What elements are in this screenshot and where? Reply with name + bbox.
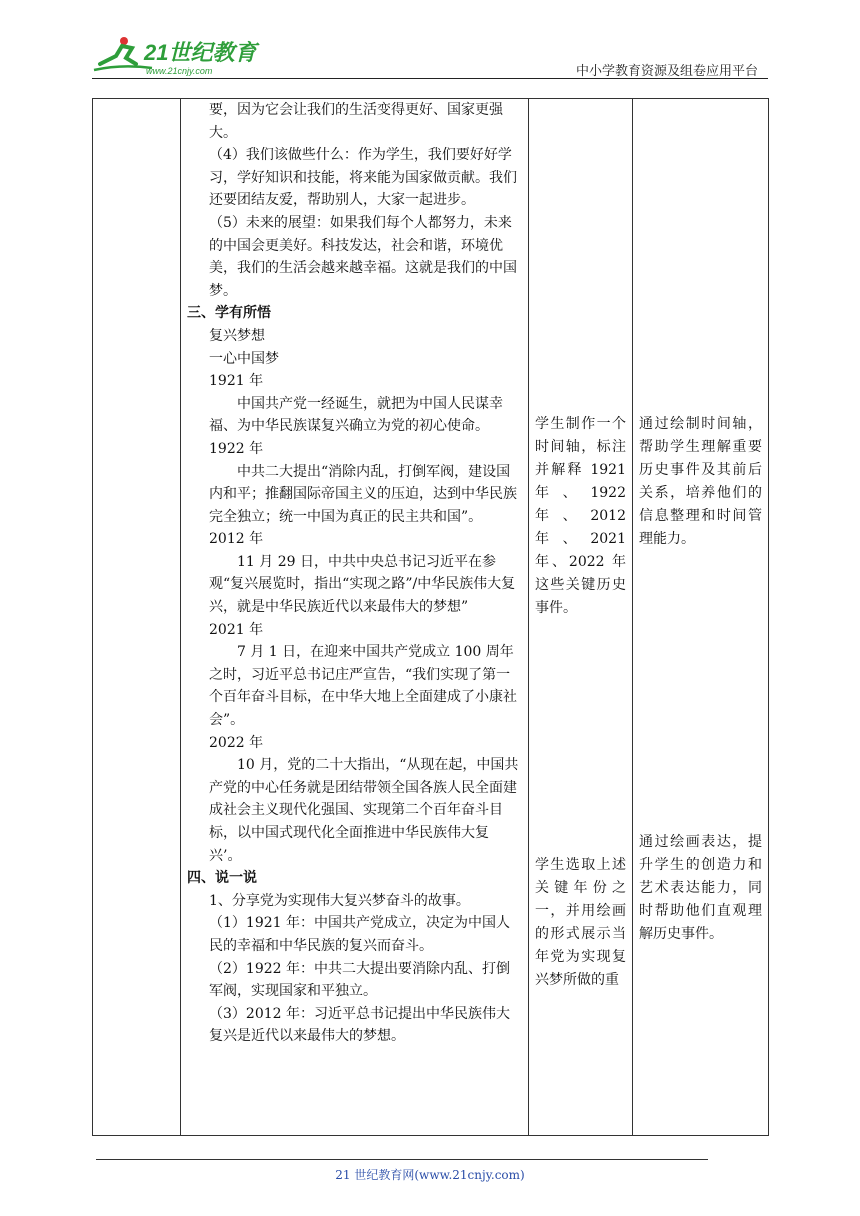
header-rule (92, 78, 768, 79)
footer-rule (96, 1159, 708, 1160)
page-header (92, 30, 768, 78)
design-purpose-text: 通过绘画表达，提升学生的创造力和艺术表达能力，同时帮助他们直观理解历史事件。 (639, 834, 762, 942)
student-activity-cell (529, 99, 633, 1136)
year-label: 2022 年 (209, 734, 264, 751)
year-text: 7 月 1 日，在迎来中国共产党成立 100 周年之时，习近平总书记庄严宣告，“我们实现了第一个百年奋斗目标，在中华大地上全面建成了小康社会”。 (209, 644, 517, 729)
content-text: （5）未来的展望：如果我们每个人都努力，未来的中国会更美好。科技发达，社会和谐，环境优美，我们的生活会越来越幸福。这就是我们的中国梦。 (209, 214, 517, 299)
year-text: 中共二大提出“消除内乱，打倒军阀，建设国内和平；推翻国际帝国主义的压迫，达到中华民族完全独立；统一中国为真正的民主共和国”。 (209, 463, 517, 525)
subheading: 复兴梦想 (209, 327, 265, 344)
footer-text: 21 世纪教育网(www.21cnjy.com) (335, 1168, 525, 1182)
lesson-table (92, 98, 769, 1136)
subheading: 一心中国梦 (209, 350, 279, 367)
year-text: 中国共产党一经诞生，就把为中国人民谋幸福、为中华民族谋复兴确立为党的初心使命。 (209, 395, 503, 435)
year-label: 2021 年 (209, 621, 264, 638)
design-purpose-text: 通过绘制时间轴，帮助学生理解重要历史事件及其前后关系，培养他们的信息整理和时间管理能力。 (639, 416, 762, 547)
content-text: （4）我们该做些什么：作为学生，我们要好好学习，学好知识和技能，将来能为国家做贡献。我们还要团结友爱，帮助别人，大家一起进步。 (209, 147, 517, 209)
site-logo (92, 34, 262, 78)
svg-text:21世纪教育: 21世纪教育 (144, 40, 257, 65)
example-text: （1）1921 年：中国共产党成立，决定为中国人民的幸福和中华民族的复兴而奋斗。 (209, 915, 510, 954)
platform-title: 中小学教育资源及组卷应用平台 (575, 64, 758, 79)
stage-cell (93, 99, 181, 1136)
section-heading: 三、学有所悟 (187, 305, 271, 322)
year-text: 10 月，党的二十大指出，“从现在起，中国共产党的中心任务就是团结带领全国各族人民全面建成社会主义现代化强国、实现第二个百年奋斗目标，以中国式现代化全面推进中华民族伟大复兴’。 (209, 757, 519, 864)
year-label: 1921 年 (209, 373, 264, 390)
example-text: （3）2012 年：习近平总书记提出中华民族伟大复兴是近代以来最伟大的梦想。 (209, 1005, 510, 1045)
svg-text:www.21cnjy.com: www.21cnjy.com (146, 66, 213, 76)
section-heading: 四、说一说 (187, 870, 257, 887)
year-text: 11 月 29 日，中共中央总书记习近平在参观“复兴展览时，指出“实现之路”/中华民族伟大复兴，就是中华民族近代以来最伟大的梦想” (209, 553, 516, 616)
design-purpose-cell (633, 99, 769, 1136)
content-text: 要，因为它会让我们的生活变得更好、国家更强大。 (209, 102, 503, 141)
teaching-content-cell (181, 99, 529, 1136)
example-text: （2）1922 年：中共二大提出要消除内乱、打倒军阀，实现国家和平独立。 (209, 960, 510, 1000)
year-label: 2012 年 (209, 531, 264, 548)
student-activity-text: 学生制作一个时间轴，标注并解释 1921 年、1922 年、2012 年、2021 年、2022 年这些关键历史事件。 (535, 416, 626, 616)
student-activity-text: 学生选取上述关键年份之一，并用绘画的形式展示当年党为实现复兴梦所做的重 (535, 857, 626, 988)
question-text: 1、分享党为实现伟大复兴梦奋斗的故事。 (209, 892, 470, 909)
year-label: 1922 年 (209, 440, 264, 457)
